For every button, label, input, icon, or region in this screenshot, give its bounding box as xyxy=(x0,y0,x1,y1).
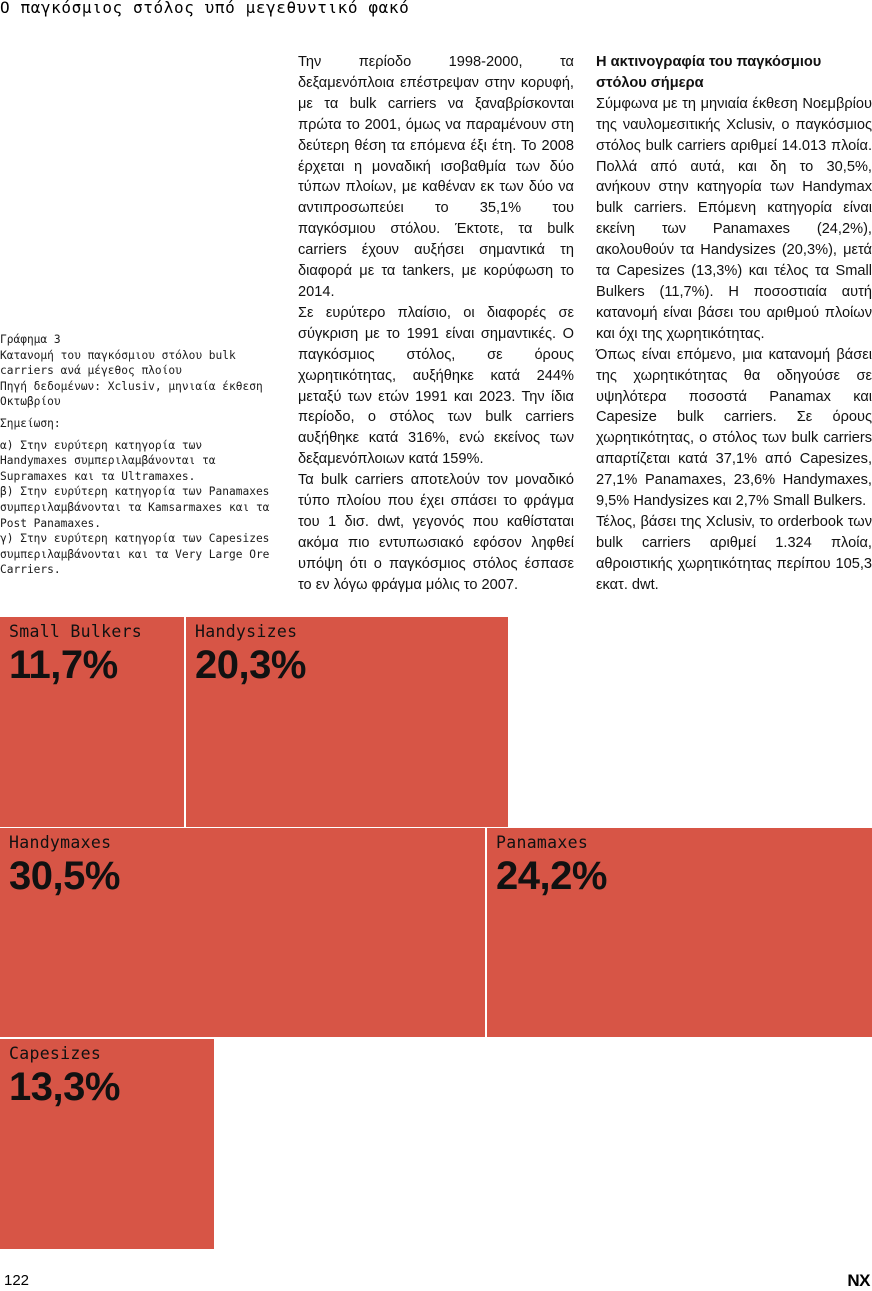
page-number: 122 xyxy=(4,1272,30,1289)
tile-value: 13,3% xyxy=(9,1065,120,1109)
notes-label: Σημείωση: xyxy=(0,416,61,430)
paragraph: Όπως είναι επόμενο, μια κατανομή βάσει της χωρητικότητας θα οδηγούσε σε υψηλότερα ποσοστά Panamax και Capesize bulk carriers. Σε όρους χωρητικότητας, ο στόλος των bulk carriers απαρτίζεται κατά 37,1% από Capesizes, 27,1% Panamaxes, 23,6% Handymaxes, 9,5% Handysizes και 2,7% Small Bulkers. xyxy=(596,346,872,510)
note-a: α) Στην ευρύτερη κατηγορία των Handymaxes συμπεριλαμβάνονται τα Supramaxes και τα Ultramaxes. xyxy=(0,438,216,483)
tile-handysizes xyxy=(186,617,508,827)
tile-value: 11,7% xyxy=(9,643,118,687)
tile-value: 24,2% xyxy=(496,854,607,898)
paragraph: Τα bulk carriers αποτελούν τον μοναδικό τύπο πλοίου που έχει σπάσει το φράγμα του 1 δισ. dwt, γεγονός που καθίσταται ακόμα πιο εντυπωσιακό εφόσον ληφθεί υπόψη ότι ο παγκόσμιος στόλος έσπασε το εν λόγω φράγμα μόλις το 2007. xyxy=(298,472,574,593)
brand-logo: NX xyxy=(847,1271,870,1290)
paragraph: Τέλος, βάσει της Xclusiv, το orderbook των bulk carriers αριθμεί 1.324 πλοία, αθροιστικής χωρητικότητας περίπου 105,3 εκατ. dwt. xyxy=(596,513,872,593)
figure-caption xyxy=(0,332,272,578)
article-column-1 xyxy=(298,52,574,596)
tile-label: Handysizes xyxy=(195,622,298,641)
graph-label: Γράφημα 3 xyxy=(0,333,61,346)
section-heading: Η ακτινογραφία του παγκόσμιου στόλου σήμερα xyxy=(596,54,822,91)
tile-value: 20,3% xyxy=(195,643,306,687)
graph-title: Κατανομή του παγκόσμιου στόλου bulk carriers ανά μέγεθος πλοίου xyxy=(0,348,236,378)
note-c: γ) Στην ευρύτερη κατηγορία των Capesizes συμπεριλαμβάνονται και τα Very Large Ore Carriers. xyxy=(0,532,270,577)
tile-label: Capesizes xyxy=(9,1044,102,1063)
paragraph: Την περίοδο 1998-2000, τα δεξαμενόπλοια επέστρεψαν στην κορυφή, με τα bulk carriers να ξαναβρίσκονται πρώτα το 2001, όμως να παραμένουν στη δεύτερη θέση τα επόμενα έξι έτη. Το 2008 έρχεται η μοναδική ισοβαθμία των δύο τύπων πλοίων, με καθέναν εκ των δύο να αντιπροσωπεύει το 35,1% του παγκόσμιου στόλου. Έκτοτε, τα bulk carriers έχουν αυξήσει σημαντικά τη διαφορά με τα tankers, με κορύφωση το 2014. xyxy=(298,54,574,300)
data-source: Πηγή δεδομένων: Xclusiv, μηνιαία έκθεση Οκτωβρίου xyxy=(0,379,263,409)
tile-small-bulkers xyxy=(0,617,184,827)
tile-value: 30,5% xyxy=(9,854,120,898)
paragraph: Σε ευρύτερο πλαίσιο, οι διαφορές σε σύγκριση με το 1991 είναι σημαντικές. Ο παγκόσμιος στόλος, σε όρους χωρητικότητας, αυξήθηκε κατά 244% μεταξύ των ετών 1991 και 2023. Την ίδια περίοδο, ο στόλος των bulk carriers αυξήθηκε κατά 316%, ενώ εκείνος των δεξαμενόπλοιων κατά 159%. xyxy=(298,304,574,468)
article-column-2 xyxy=(596,52,872,596)
tile-handymaxes xyxy=(0,828,485,1037)
tile-label: Panamaxes xyxy=(496,833,589,852)
tile-label: Handymaxes xyxy=(9,833,112,852)
page-title: Ο παγκόσμιος στόλος υπό μεγεθυντικό φακό xyxy=(0,0,410,17)
tile-panamaxes xyxy=(487,828,872,1037)
paragraph: Σύμφωνα με τη μηνιαία έκθεση Νοεμβρίου της ναυλομεσιτικής Xclusiv, ο παγκόσμιος στόλος bulk carriers αριθμεί 14.013 πλοία. Πολλά από αυτά, και δη το 30,5%, ανήκουν στην κατηγορία των Handymax bulk carriers. Επόμενη κατηγορία είναι εκείνη των Panamaxes (24,2%), ακολουθούν τα Handysizes (20,3%), μετά τα Capesizes (13,3%) και τέλος τα Small Bulkers (11,7%). Η ποσοστιαία αυτή κατανομή είναι βάσει του αριθμού πλοίων και όχι της χωρητικότητας. xyxy=(596,95,872,342)
tile-capesizes xyxy=(0,1039,214,1249)
tile-label: Small Bulkers xyxy=(9,622,143,641)
note-b: β) Στην ευρύτερη κατηγορία των Panamaxes συμπεριλαμβάνονται τα Kamsarmaxes και τα Post Panamaxes. xyxy=(0,485,270,530)
